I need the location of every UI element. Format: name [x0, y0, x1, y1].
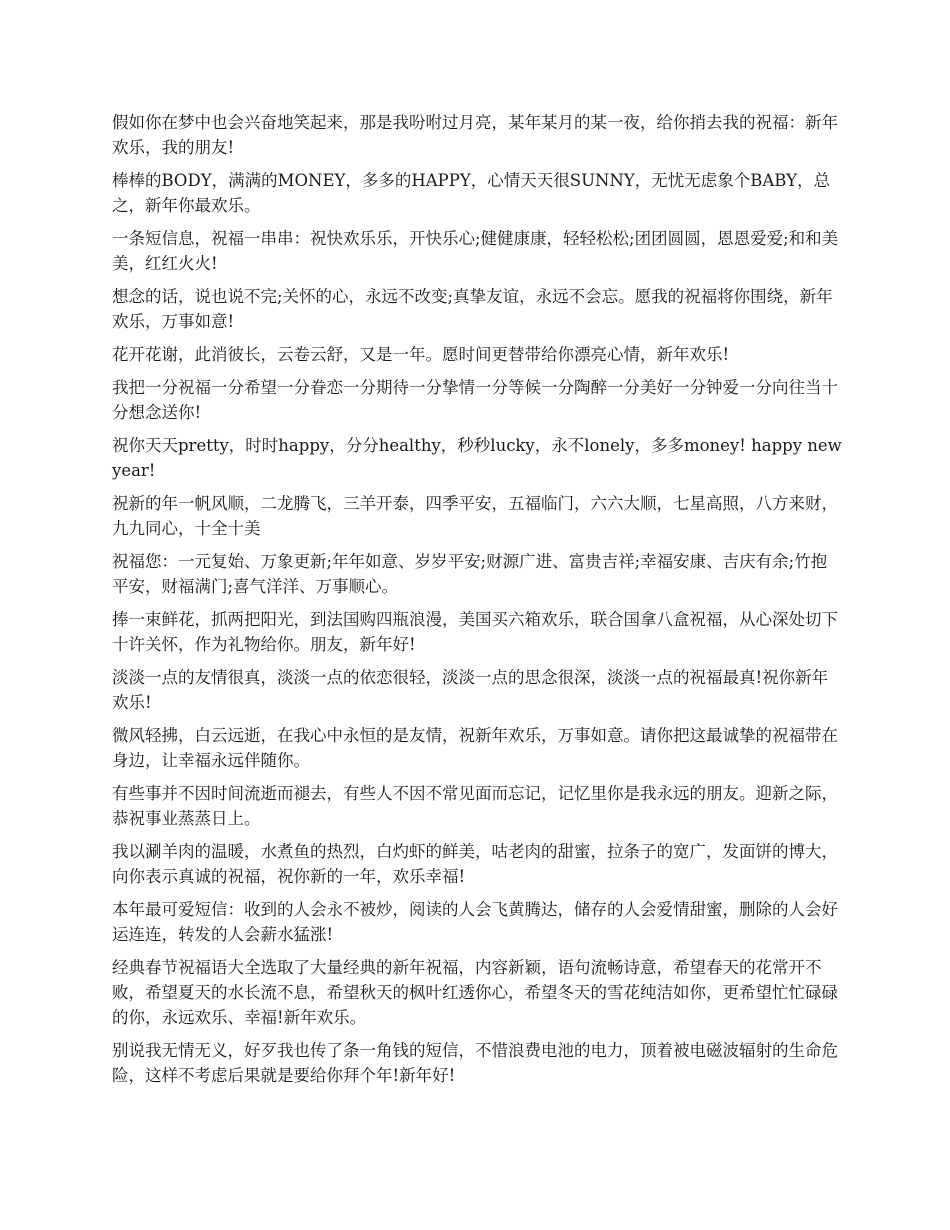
paragraph-3: 一条短信息，祝福一串串：祝快欢乐乐，开快乐心;健健康康，轻轻松松;团团圆圆，恩恩爱爱;和和美美，红红火火!	[112, 229, 839, 273]
paragraph-10: 捧一束鲜花，抓两把阳光，到法国购四瓶浪漫，美国买六箱欢乐，联合国拿八盒祝福，从心深处切下十许关怀，作为礼物给你。朋友，新年好!	[112, 610, 838, 654]
paragraph-1: 假如你在梦中也会兴奋地笑起来，那是我吩咐过月亮，某年某月的某一夜，给你捎去我的祝福：新年欢乐，我的朋友!	[112, 113, 838, 157]
document-body	[112, 110, 842, 1096]
paragraph-7: 祝你天天pretty，时时happy，分分healthy，秒秒lucky，永不lonely，多多money! happy new year!	[112, 436, 842, 480]
paragraph-4: 想念的话，说也说不完;关怀的心，永远不改变;真挚友谊，永远不会忘。愿我的祝福将你围绕，新年欢乐，万事如意!	[112, 287, 833, 331]
paragraph-9: 祝福您：一元复始、万象更新;年年如意、岁岁平安;财源广进、富贵吉祥;幸福安康、吉庆有余;竹抱平安，财福满门;喜气洋洋、万事顺心。	[112, 552, 828, 596]
paragraph-6: 我把一分祝福一分希望一分眷恋一分期待一分挚情一分等候一分陶醉一分美好一分钟爱一分向往当十分想念送你!	[112, 378, 838, 422]
paragraph-17: 别说我无情无义，好歹我也传了条一角钱的短信，不惜浪费电池的电力，顶着被电磁波辐射的生命危险，这样不考虑后果就是要给你拜个年!新年好!	[112, 1041, 838, 1085]
paragraph-15: 本年最可爱短信：收到的人会永不被炒，阅读的人会飞黄腾达，储存的人会爱情甜蜜，删除的人会好运连连，转发的人会薪水猛涨!	[112, 900, 838, 944]
paragraph-5: 花开花谢，此消彼长，云卷云舒，又是一年。愿时间更替带给你漂亮心情，新年欢乐!	[112, 345, 730, 364]
paragraph-13: 有些事并不因时间流逝而褪去，有些人不因不常见面而忘记，记忆里你是我永远的朋友。迎新之际，恭祝事业蒸蒸日上。	[112, 784, 838, 828]
paragraph-8: 祝新的年一帆风顺，二龙腾飞，三羊开泰，四季平安，五福临门，六六大顺，七星高照，八方来财，九九同心，十全十美	[112, 494, 838, 538]
paragraph-14: 我以涮羊肉的温暖，水煮鱼的热烈，白灼虾的鲜美，咕老肉的甜蜜，拉条子的宽广，发面饼的博大，向你表示真诚的祝福，祝你新的一年，欢乐幸福!	[112, 842, 838, 886]
paragraph-16: 经典春节祝福语大全选取了大量经典的新年祝福，内容新颖，语句流畅诗意，希望春天的花常开不败，希望夏天的水长流不息，希望秋天的枫叶红透你心，希望冬天的雪花纯洁如你，更希望忙忙碌碌的你，永远欢乐、幸福!新年欢乐。	[112, 958, 838, 1027]
paragraph-12: 微风轻拂，白云远逝，在我心中永恒的是友情，祝新年欢乐，万事如意。请你把这最诚挚的祝福带在身边，让幸福永远伴随你。	[112, 726, 838, 770]
paragraph-2: 棒棒的BODY，满满的MONEY，多多的HAPPY，心情天天很SUNNY，无忧无虑象个BABY，总之，新年你最欢乐。	[112, 171, 831, 215]
paragraph-11: 淡淡一点的友情很真，淡淡一点的依恋很轻，淡淡一点的思念很深，淡淡一点的祝福最真!祝你新年欢乐!	[112, 668, 829, 712]
